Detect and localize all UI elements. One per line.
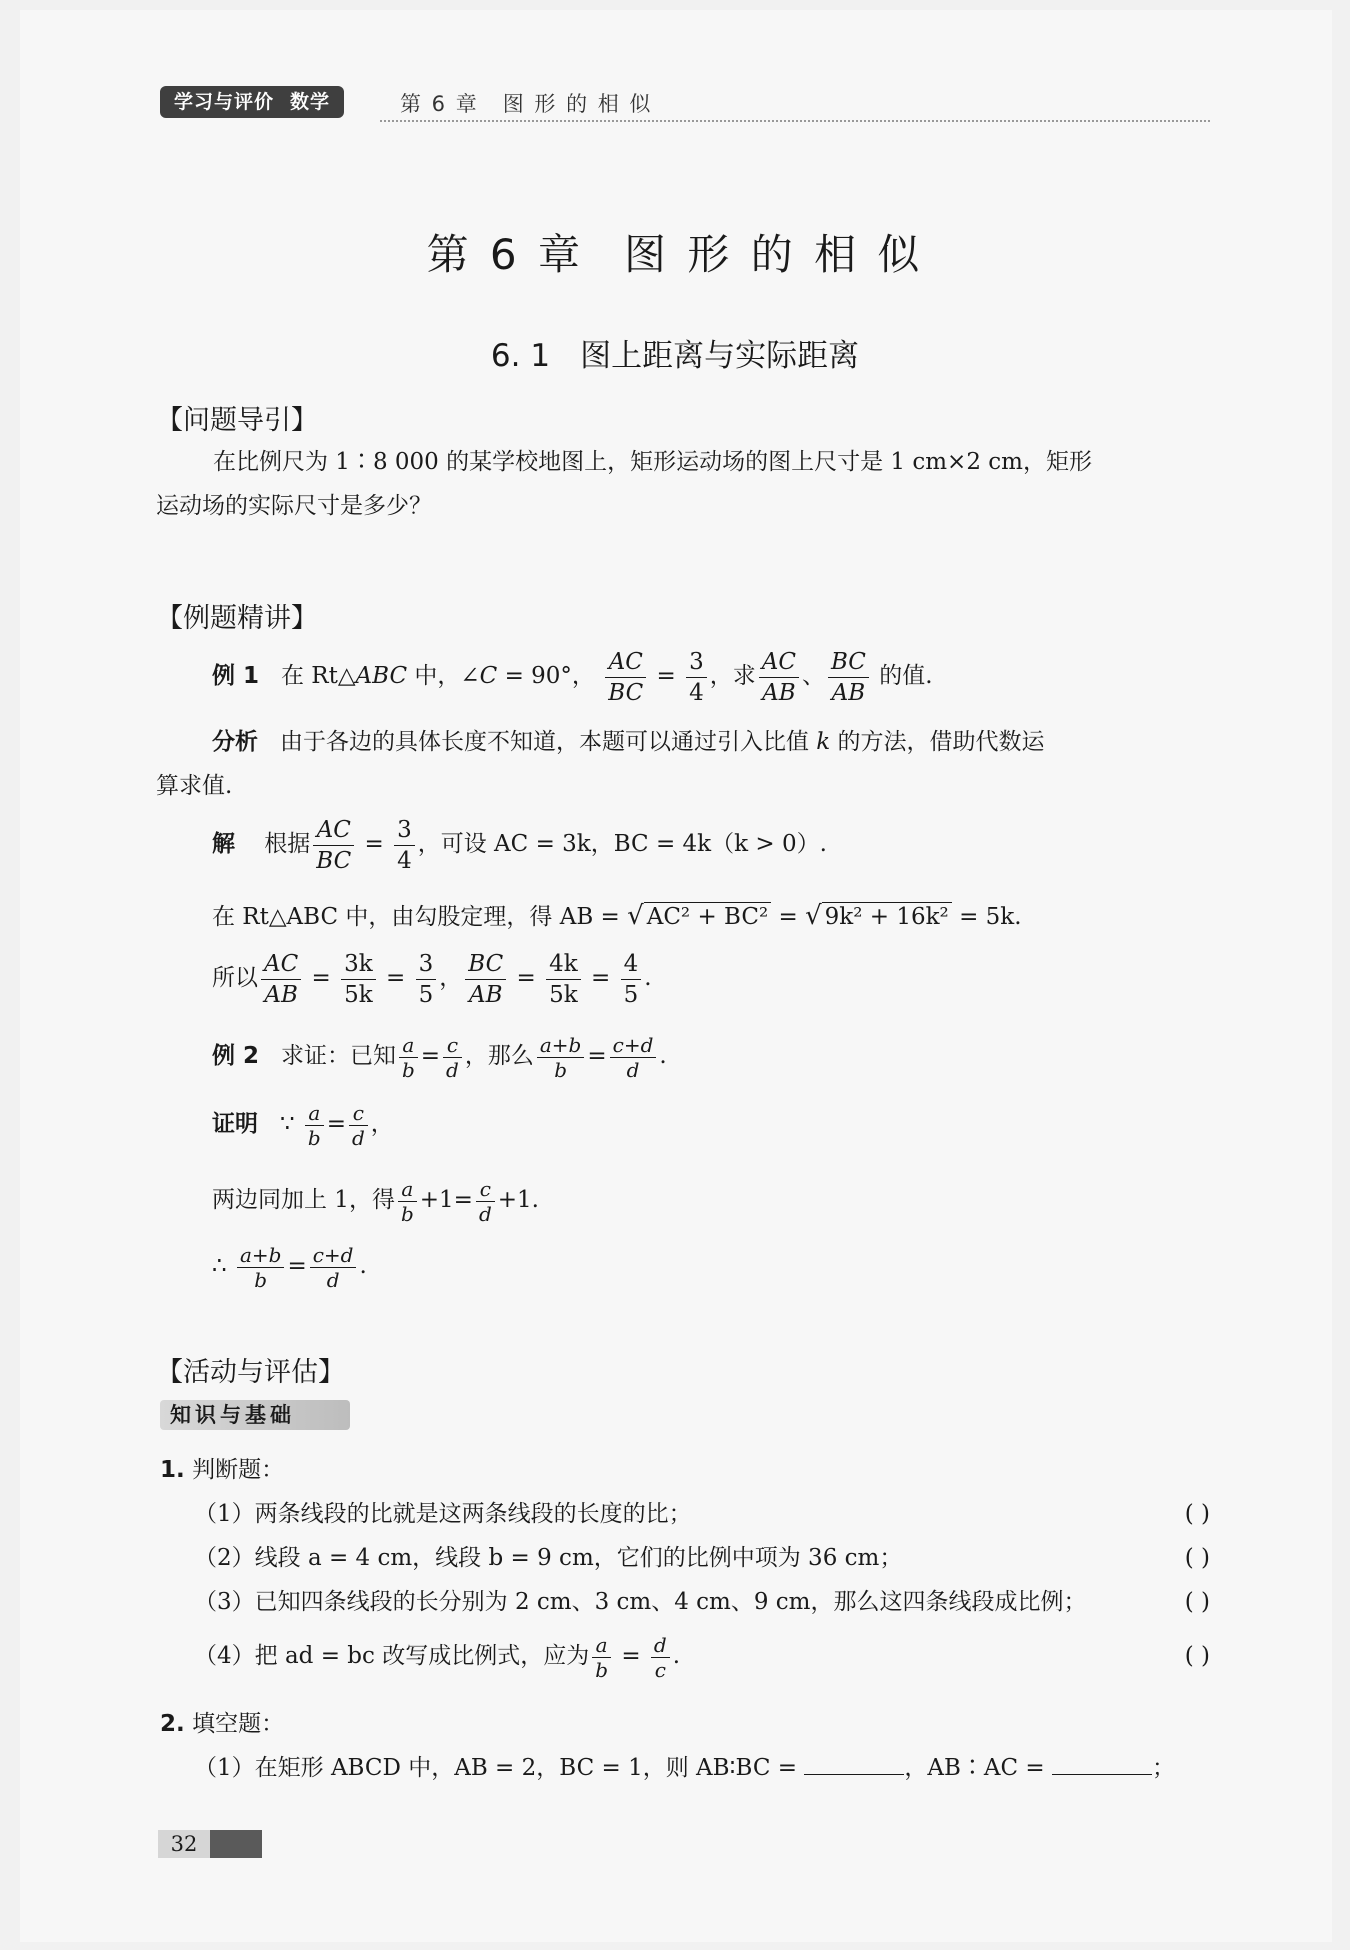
fraction-a-b [398,1177,417,1226]
answer-paren[interactable]: ( ) [1184,1501,1210,1527]
q2-item-1 [194,1746,1175,1790]
frac-den: 5k [344,981,373,1008]
frac-num: 3 [686,647,707,678]
q1-item-2 [194,1536,1210,1580]
solution-line-2 [212,894,1022,939]
ex1-eq2: = [649,663,684,689]
answer-paren[interactable]: ( ) [1184,1589,1210,1615]
ex2-pre: 求证：已知 [280,1043,396,1069]
frac-den: b [554,1057,567,1082]
q2-text: 填空题： [192,1711,285,1737]
fraction-apb-b [537,1033,584,1082]
frac-num: c+d [312,1242,354,1267]
frac-den: BC [608,679,644,706]
frac-num: BC [830,648,866,675]
proof-end: . [359,1253,367,1279]
analysis-text: 由于各边的具体长度不知道，本题可以通过引入比值 [279,729,817,755]
frac-num: 3 [416,949,437,980]
fraction-bc-ab [828,647,869,708]
ex2-mid: ，那么 [464,1043,534,1069]
frac-num: c [446,1032,459,1057]
plus-one-end: +1. [497,1187,539,1213]
analysis-k: k [816,729,831,755]
q1-item-4 [194,1624,1210,1688]
frac-den: 4 [689,679,704,706]
fraction-3-4-2 [394,815,415,876]
frac-den: b [307,1125,321,1150]
header-subject: 数学 [290,91,331,113]
example-2 [212,1024,667,1088]
analysis-label: 分析 [212,729,258,755]
intro-line-1: 在比例尺为 1∶8 000 的某学校地图上，矩形运动场的图上尺寸是 1 cm×2 cm，矩形 [213,449,1092,475]
fraction [465,949,506,1010]
frac-num: a+b [539,1032,582,1057]
dot: . [644,965,652,991]
analysis-line-2: 算求值. [156,773,233,799]
fraction-a-b [399,1033,418,1082]
frac-num: 4k [546,949,581,980]
frac-den: d [326,1267,340,1292]
comma: ， [370,1111,394,1137]
q2-item-1-text-c: ； [1151,1755,1175,1781]
eq: = [614,1643,648,1669]
fraction [341,949,376,1010]
eq: = [378,965,413,991]
header-chapter-number: 第 6 章 [400,92,479,116]
frac-num: a [308,1100,321,1125]
fraction [546,949,581,1010]
example-1 [212,644,933,708]
q2-item-1-text-a: （1）在矩形 ABCD 中，AB = 2，BC = 1，则 AB∶BC = [194,1755,805,1781]
frac-den: d [446,1057,459,1082]
sqrt-sign-icon: √ [627,901,644,931]
solution-line-1 [212,812,827,876]
q2-heading [160,1702,284,1746]
frac-num: 4 [621,949,642,980]
frac-den: b [401,1057,415,1082]
activity-heading: 【活动与评估】 [156,1357,345,1388]
frac-num: a [402,1032,415,1057]
header-rule [380,120,1210,122]
frac-num: AC [608,648,643,675]
eq: = [287,1253,307,1279]
chapter-name: 图 形 的 相 似 [624,230,924,279]
frac-num: AC [264,950,299,977]
frac-num: a [595,1632,608,1657]
fraction-c-d [349,1101,368,1150]
proof-label: 证明 [212,1111,258,1137]
section-name: 图上距离与实际距离 [580,338,860,374]
frac-den: b [595,1657,609,1682]
q1-item-2-text: （2）线段 a = 4 cm，线段 b = 9 cm，它们的比例中项为 36 cm； [194,1545,903,1571]
eq: = [583,965,618,991]
q1-item-1 [194,1492,1210,1536]
therefore-icon: ∴ [212,1253,227,1279]
ex2-end: . [659,1043,667,1069]
intro-heading: 【问题导引】 [156,405,318,436]
ex1-sep: 、 [801,663,825,689]
q1-item-1-text: （1）两条线段的比就是这两条线段的长度的比； [194,1501,692,1527]
frac-num: BC [468,950,504,977]
knowledge-badge: 知识与基础 [160,1400,350,1430]
frac-den: 4 [397,847,412,874]
frac-den: b [400,1201,414,1226]
frac-den: d [351,1125,365,1150]
frac-num: AC [761,648,796,675]
q1-item-3-text: （3）已知四条线段的长分别为 2 cm、3 cm、4 cm、9 cm，那么这四条线段成比例； [194,1589,1087,1615]
solution-post: ，可设 AC = 3k，BC = 4k（k > 0）. [417,831,827,857]
fraction-ac-bc [605,647,646,708]
header-series-badge [160,86,344,118]
ex1-text: 在 Rt△ [280,663,356,689]
ex1-end: 的值. [871,663,933,689]
header-series: 学习与评价 [174,91,275,113]
solution-line-3 [212,946,652,1010]
frac-num: c+d [612,1032,654,1057]
solution-pre: 根据 [264,831,311,857]
eq: = [509,965,544,991]
frac-num: a+b [239,1242,282,1267]
answer-blank-1[interactable] [804,1750,904,1775]
fraction-a-b [305,1101,324,1150]
q2-item-1-text-b: ，AB∶AC = [904,1755,1052,1781]
fraction-cpd-d [610,1033,657,1082]
frac-den: d [626,1057,640,1082]
example-2-label: 例 2 [212,1043,260,1069]
page-number-bar [210,1830,262,1858]
sqrt-sign-icon: √ [805,901,822,931]
proof-line-2 [212,1168,539,1232]
section-number: 6. 1 [490,338,551,374]
frac-den: 5 [418,981,434,1008]
page-number: 32 [158,1830,210,1858]
frac-num: AC [316,816,351,843]
fraction-c-d [476,1177,495,1226]
fraction-ac-bc-2 [313,815,354,876]
fraction-c-d [443,1033,462,1082]
q2-label: 2. [160,1711,185,1737]
ex1-text-mid: 中，∠ [407,663,480,689]
frac-num: d [653,1632,667,1657]
proof-line2-pre: 两边同加上 1，得 [212,1187,395,1213]
fraction [261,949,301,1010]
analysis-line-1 [212,720,1045,764]
because-icon: ∵ [279,1111,295,1137]
frac-den: BC [316,847,352,874]
frac-den: AB [831,679,866,706]
fraction-3-4 [686,647,707,708]
fraction [621,949,642,1010]
ex1-eq: = 90°， [497,663,595,689]
example-1-label: 例 1 [212,663,260,689]
solution-line2-a: 在 Rt△ABC 中，由勾股定理，得 AB = [212,904,628,930]
fraction-a-b [592,1633,611,1682]
frac-den: AB [264,981,298,1008]
answer-paren[interactable]: ( ) [1184,1545,1210,1571]
frac-den: c [654,1657,666,1682]
frac-num: c [352,1100,364,1125]
chapter-number: 第 6 章 [426,230,585,279]
frac-num: 3k [341,949,376,980]
examples-heading: 【例题精讲】 [156,603,318,634]
ex1-ask: ，求 [709,663,756,689]
eq: = [326,1111,346,1137]
q1-item-3 [194,1580,1210,1624]
fraction-d-c [651,1633,670,1682]
plus-one: +1= [419,1187,473,1213]
comma: ， [439,965,463,991]
solution-line2-eq: = [771,904,806,930]
intro-line-2: 运动场的实际尺寸是多少？ [156,493,432,519]
header-chapter [400,88,652,118]
frac-den: AB [762,679,796,706]
q1-item-4-text: （4）把 ad = bc 改写成比例式，应为 [194,1643,590,1669]
frac-num: a [401,1176,414,1201]
q1-label: 1. [160,1457,185,1483]
eq: = [587,1043,607,1069]
ex1-angle: C [479,663,498,689]
section-title [0,330,1350,375]
fraction-apb-b [237,1243,284,1292]
q1-heading [160,1448,284,1492]
proof-line-1 [212,1092,394,1156]
frac-den: d [478,1201,492,1226]
header-chapter-title: 图 形 的 相 似 [502,92,653,116]
frac-num: c [479,1176,491,1201]
solution-eq: = [357,831,392,857]
fraction-cpd-d [310,1243,357,1292]
answer-blank-2[interactable] [1052,1750,1152,1775]
radicand-1: AC² + BC² [644,902,771,931]
dot: . [672,1643,681,1669]
q1-text: 判断题： [192,1457,285,1483]
chapter-title [0,222,1350,282]
frac-den: AB [468,981,503,1008]
eq: = [304,965,339,991]
frac-num: 3 [394,815,415,846]
frac-den: b [254,1267,268,1292]
fraction-ac-ab [759,647,799,708]
ex1-triangle: ABC [355,663,408,689]
solution-label: 解 [212,831,235,857]
radicand-2: 9k² + 16k² [822,902,952,931]
proof-line-3 [212,1234,367,1298]
frac-den: 5k [549,981,578,1008]
fraction [416,949,437,1010]
answer-paren[interactable]: ( ) [1184,1643,1210,1669]
frac-den: 5 [623,981,639,1008]
eq: = [420,1043,441,1069]
solution-line2-b: = 5k. [951,904,1022,930]
analysis-text-b: 的方法，借助代数运 [830,729,1045,755]
solution-line3-pre: 所以 [212,965,258,991]
